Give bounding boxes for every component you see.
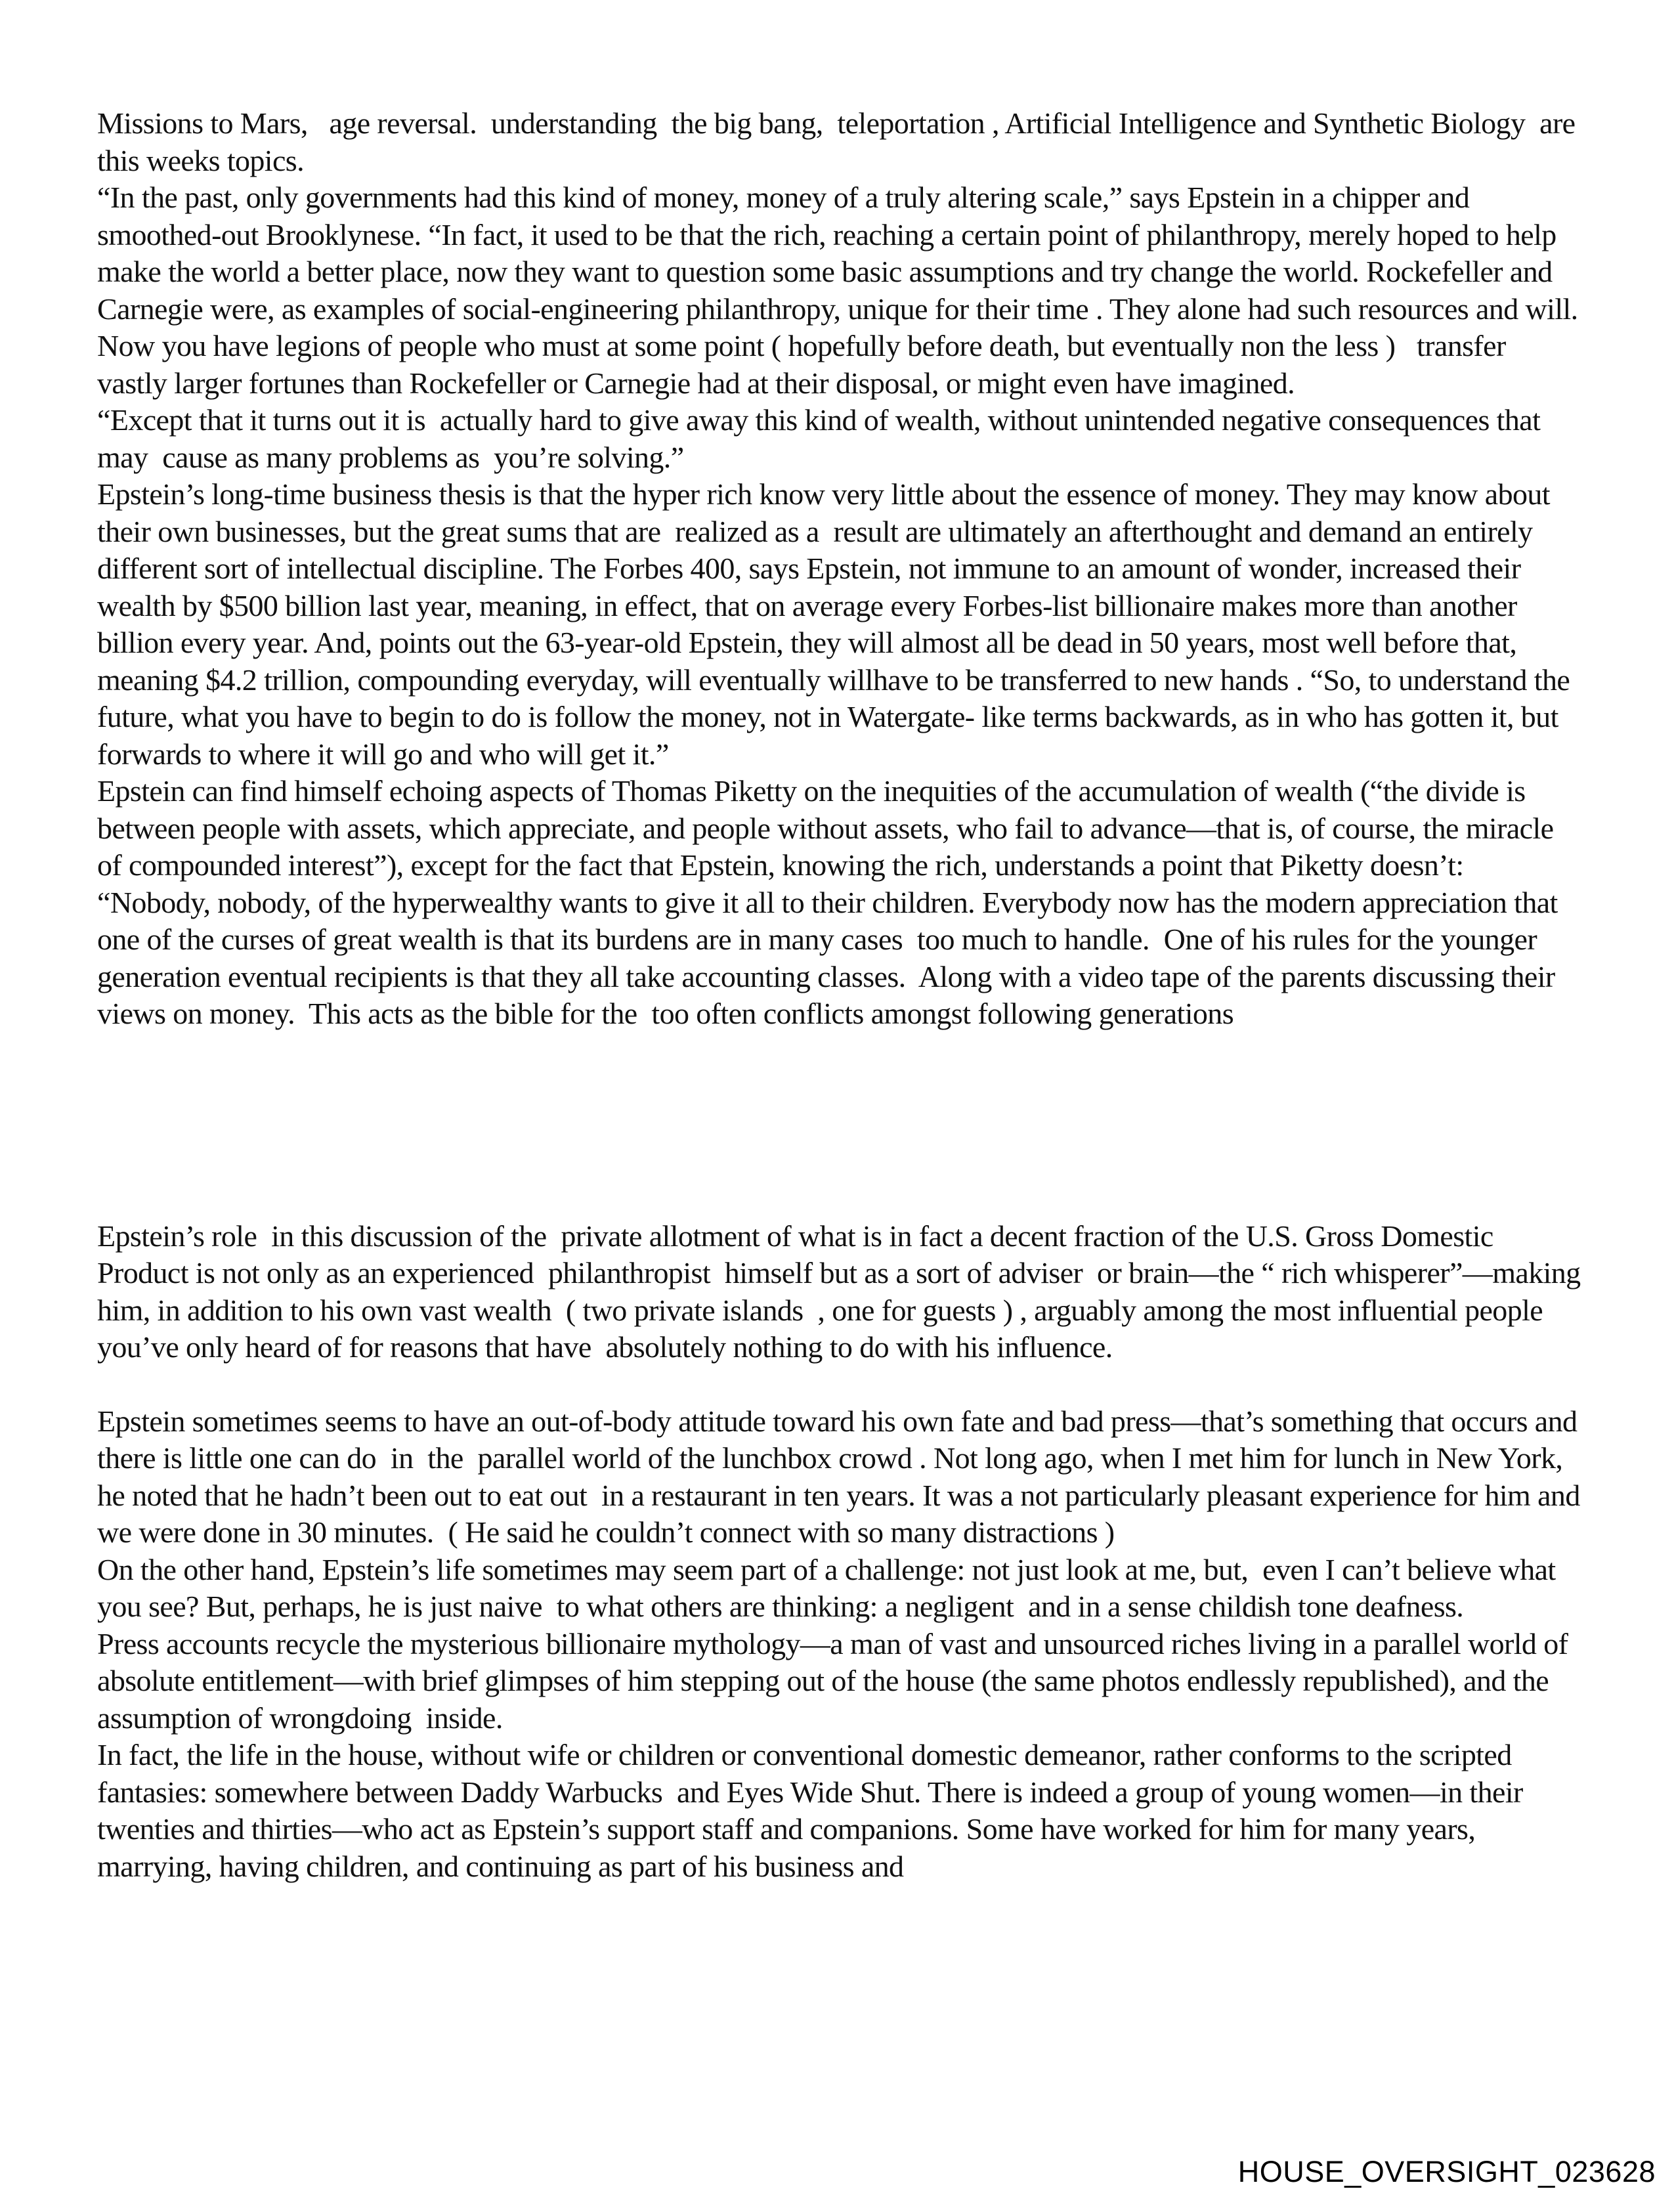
blank-space — [97, 1033, 1581, 1218]
paragraph-piketty: Epstein can find himself echoing aspects of Thomas Piketty on the inequities of the accumulation of wealth (“the divide is between people with assets, which appreciate, and people without assets, who fail to advance—that is, of course, the miracle of compounded interest”), except for the fact that Epstein, knowing the rich, understands a point that Piketty doesn’t: “Nobody, nobody, of the hyperwealthy wants to give it all to their children. Everybody now has the modern appreciation that one of the curses of great wealth is that its burdens are in many cases too much to handle. One of his rules for the younger generation eventual recipients is that they all take accounting classes. Along with a video tape of the parents discussing their views on money. This acts as the bible for the too often conflicts amongst following generations — [97, 774, 1565, 1030]
bates-number: HOUSE_OVERSIGHT_023628 — [1237, 2155, 1656, 2188]
blank-line — [97, 1366, 1581, 1403]
paragraph-business-thesis: Epstein’s long-time business thesis is that the hyper rich know very little about the essence of money. They may know about their own businesses, but the great sums that are realized as a result are ultimately an afterthought and demand an entirely different sort of intellectual discipline. The Forbes 400, says Epstein, not immune to an amount of wonder, increased their wealth by $500 billion last year, meaning, in effect, that on average every Forbes-list billionaire makes more than another billion every year. And, points out the 63-year-old Epstein, they will almost all be dead in 50 years, most well before that, meaning $4.2 trillion, compounding everyday, will eventually willhave to be transferred to new hands . “So, to understand the future, what you have to begin to do is follow the money, not in Watergate- like terms backwards, as in who has gotten it, but forwards to where it will go and who will get it.” — [97, 477, 1577, 771]
paragraph-topics: Missions to Mars, age reversal. understanding the big bang, teleportation , Artificial Intelligence and Synthetic Biology are this weeks topics. — [97, 106, 1583, 177]
paragraph-giving-away-wealth: “Except that it turns out it is actually hard to give away this kind of wealth, without unintended negative consequences that may cause as many problems as you’re solving.” — [97, 403, 1548, 474]
paragraph-out-of-body: Epstein sometimes seems to have an out-of-body attitude toward his own fate and bad press—that’s something that occurs and there is little one can do in the parallel world of the lunchbox crowd . Not long ago, when I met him for lunch in New York, he noted that he hadn’t been out to eat out in a restaurant in ten years. It was a not particularly pleasant experience for him and we were done in 30 minutes. ( He said he couldn’t connect with so many distractions ) — [97, 1404, 1587, 1549]
paragraph-life-in-house: In fact, the life in the house, without wife or children or conventional domestic demeanor, rather conforms to the scripted fantasies: somewhere between Daddy Warbucks and Eyes Wide Shut. There is indeed a group of young women—in their twenties and thirties—who act as Epstein’s support staff and companions. Some have worked for him for many years, marrying, having children, and continuing as part of his business and — [97, 1738, 1530, 1883]
paragraph-press-accounts: Press accounts recycle the mysterious billionaire mythology—a man of vast and unsourced riches living in a parallel world of absolute entitlement—with brief glimpses of him stepping out of the house (the same photos endlessly republished), and the assumption of wrongdoing inside. — [97, 1626, 1576, 1735]
paragraph-governments-money: “In the past, only governments had this kind of money, money of a truly altering scale,” says Epstein in a chipper and smoothed-out Brooklynese. “In fact, it used to be that the rich, reaching a certain point of philanthropy, merely hoped to help make the world a better place, now they want to question some basic assumptions and try change the world. Rockefeller and Carnegie were, as examples of social-engineering philanthropy, unique for their time . They alone had such resources and will. Now you have legions of people who must at some point ( hopefully before death, but eventually non the less ) transfer vastly larger fortunes than Rockefeller or Carnegie had at their disposal, or might even have imagined. — [97, 181, 1585, 400]
document-page — [97, 105, 1588, 1885]
paragraph-role: Epstein’s role in this discussion of the private allotment of what is in fact a decent fraction of the U.S. Gross Domestic Product is not only as an experienced philanthropist himself but as a sort of adviser or brain—the “ rich whisperer”—making him, in addition to his own vast wealth ( two private islands , one for guests ) , arguably among the most influential people you’ve only heard of for reasons that have absolutely nothing to do with his influence. — [97, 1219, 1588, 1364]
paragraph-other-hand: On the other hand, Epstein’s life sometimes may seem part of a challenge: not just look at me, but, even I can’t believe what you see? But, perhaps, he is just naive to what others are thinking: a negligent and in a sense childish tone deafness. — [97, 1552, 1563, 1623]
